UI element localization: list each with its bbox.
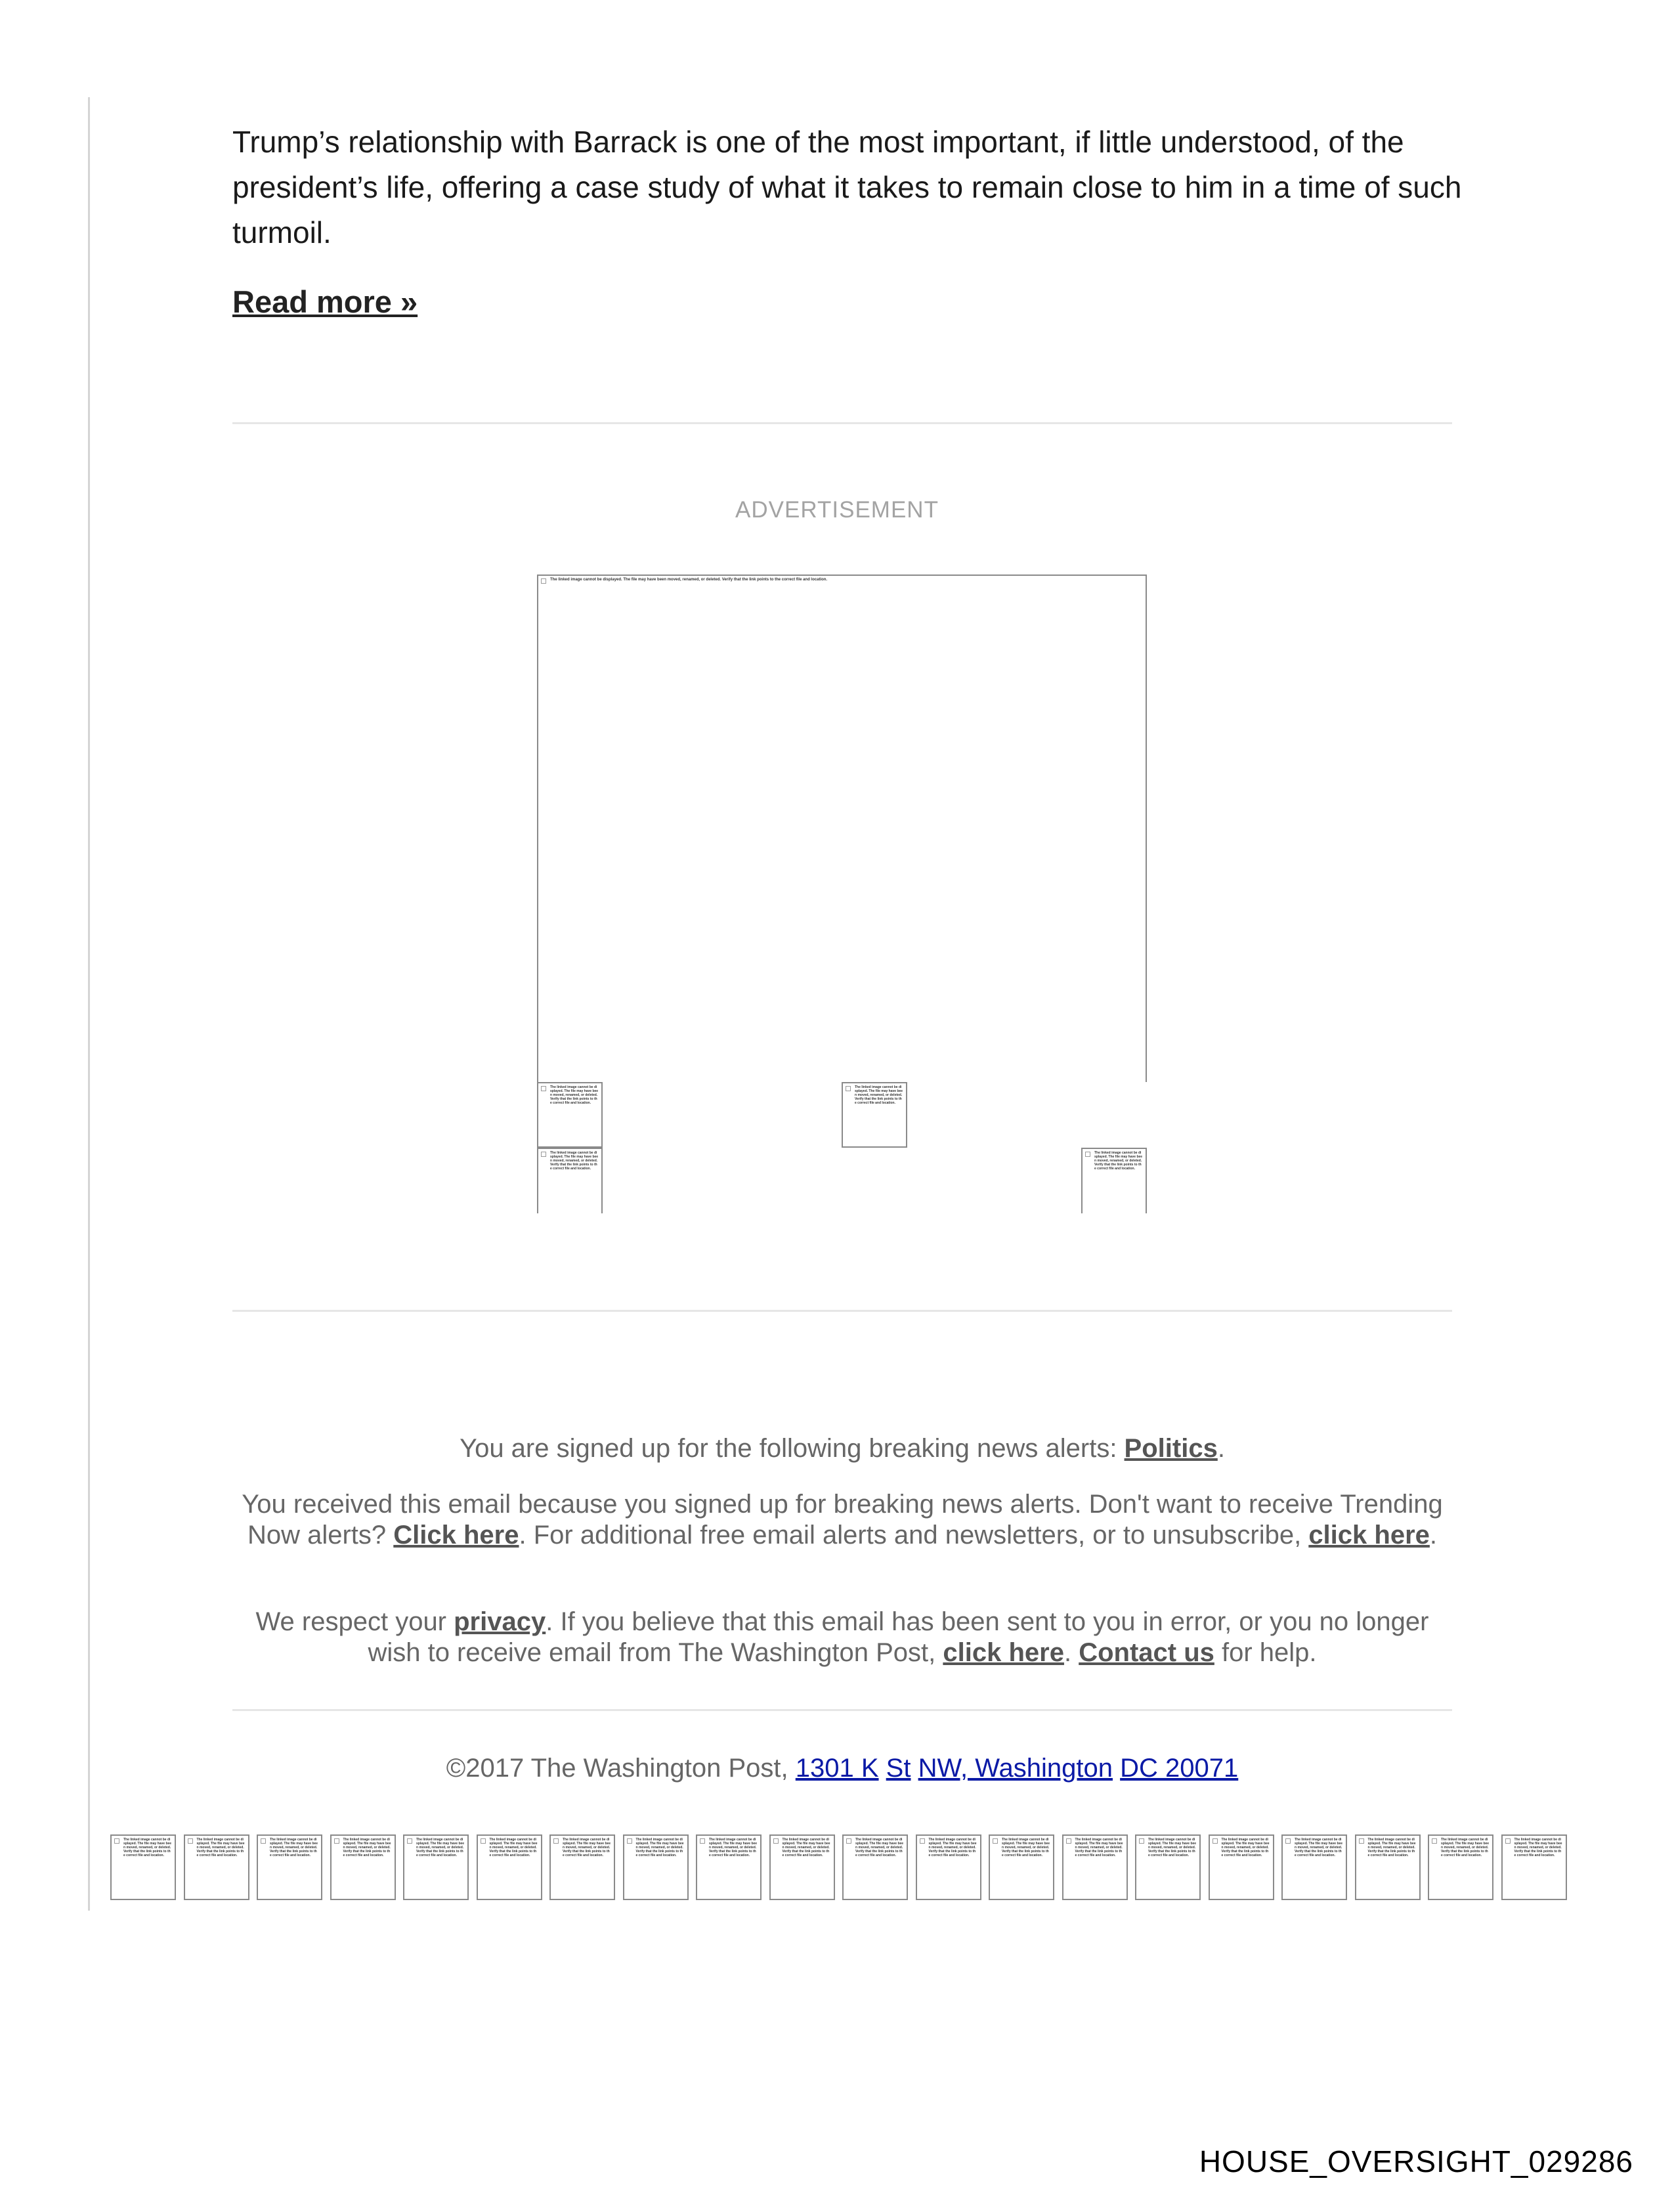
tracking-pixel-image <box>1062 1834 1128 1900</box>
broken-image-alt-text: The linked image cannot be displayed. The file may have been moved, renamed, or deleted. Verify that the link points to the correct file and location. <box>270 1838 318 1857</box>
broken-image-alt-text: The linked image cannot be displayed. The file may have been moved, renamed, or deleted. Verify that the link points to the correct file and location. <box>123 1838 172 1857</box>
address-link-2[interactable]: St <box>886 1754 911 1783</box>
broken-image-icon <box>553 1838 559 1844</box>
broken-image-alt-text: The linked image cannot be displayed. The file may have been moved, renamed, or deleted. Verify that the link points to the correct file and location. <box>928 1838 977 1857</box>
broken-image-icon <box>1085 1152 1090 1157</box>
tracking-pixel-image <box>1428 1834 1493 1900</box>
broken-image-alt-text: The linked image cannot be displayed. The file may have been moved, renamed, or deleted. Verify that the link points to the correct file and location. <box>1295 1838 1343 1857</box>
tracking-pixel-image <box>549 1834 615 1900</box>
tracking-pixel-image <box>1501 1834 1567 1900</box>
broken-image-alt-text: The linked image cannot be displayed. The file may have been moved, renamed, or deleted. Verify that the link points to the correct file and location. <box>1075 1838 1123 1857</box>
broken-image-icon <box>541 1152 546 1157</box>
tracking-pixel-image <box>1209 1834 1274 1900</box>
broken-image-icon <box>1285 1838 1291 1844</box>
broken-image-alt-text: The linked image cannot be displayed. The file may have been moved, renamed, or deleted. Verify that the link points to the correct file and location. <box>855 1838 904 1857</box>
broken-image-alt-text: The linked image cannot be displayed. The file may have been moved, renamed, or deleted. Verify that the link points to the correct file and location. <box>196 1838 245 1857</box>
broken-image-alt-text: The linked image cannot be displayed. The file may have been moved, renamed, or deleted. Verify that the link points to the correct file and location. <box>550 1085 599 1105</box>
left-margin-rule <box>88 97 90 1911</box>
article-paragraph: Trump’s relationship with Barrack is one of the most important, if little understood, of the president’s life, offering a case study of what it takes to remain close to him in a time of such turmoil. <box>232 125 1462 249</box>
address-link-1[interactable]: 1301 K <box>795 1754 879 1783</box>
broken-image-icon <box>1432 1838 1437 1844</box>
tracking-pixel-image <box>623 1834 689 1900</box>
broken-image-alt-text: The linked image cannot be displayed. The file may have been moved, renamed, or deleted. Verify that the link points to the correct file and location. <box>1441 1838 1490 1857</box>
broken-image-icon <box>541 578 546 584</box>
advertisement-label: ADVERTISEMENT <box>735 497 939 523</box>
broken-image-icon <box>1359 1838 1364 1844</box>
broken-image-icon <box>114 1838 119 1844</box>
unsubscribe-click-here-link[interactable]: click here <box>1308 1521 1430 1550</box>
broken-image-icon <box>846 1838 851 1844</box>
broken-image-alt-text: The linked image cannot be displayed. The file may have been moved, renamed, or deleted. Verify that the link points to the correct file and location. <box>343 1838 391 1857</box>
broken-image-icon <box>920 1838 925 1844</box>
received-text: . For additional free email alerts and newsletters, or to unsubscribe, <box>519 1521 1309 1550</box>
broken-image-alt-text: The linked image cannot be displayed. The file may have been moved, renamed, or deleted. Verify that the link points to the correct file and location. <box>1514 1838 1562 1857</box>
copyright-line <box>232 1753 1452 1784</box>
tracking-pixel-image <box>842 1834 908 1900</box>
broken-image-alt-text: The linked image cannot be displayed. The file may have been moved, renamed, or deleted. Verify that the link points to the correct file and location. <box>416 1838 465 1857</box>
broken-image-icon <box>1139 1838 1144 1844</box>
broken-image-alt-text: The linked image cannot be displayed. The file may have been moved, renamed, or deleted. Verify that the link points to the correct file and location. <box>489 1838 538 1857</box>
tracking-pixel-image <box>1355 1834 1421 1900</box>
broken-image-icon <box>1505 1838 1511 1844</box>
alerts-notice <box>232 1433 1452 1464</box>
broken-image-alt-text: The linked image cannot be displayed. The file may have been moved, renamed, or deleted. Verify that the link points to the correct file and location. <box>1221 1838 1270 1857</box>
privacy-text-end: for help. <box>1214 1638 1317 1667</box>
tracking-pixel-image <box>989 1834 1054 1900</box>
tracking-pixel-image <box>477 1834 542 1900</box>
privacy-link[interactable]: privacy <box>454 1607 546 1636</box>
broken-image-icon <box>993 1838 998 1844</box>
divider-top <box>232 422 1452 424</box>
broken-image-alt-text: The linked image cannot be displayed. The file may have been moved, renamed, or deleted. Verify that the link points to the correct file and location. <box>709 1838 758 1857</box>
broken-image-icon <box>1213 1838 1218 1844</box>
ad-thumbnail-image[interactable] <box>1081 1148 1147 1213</box>
ad-thumbnail-image[interactable] <box>537 1148 603 1213</box>
received-text-end: . <box>1429 1521 1438 1550</box>
broken-image-icon <box>700 1838 705 1844</box>
divider-bottom <box>232 1709 1452 1711</box>
broken-image-icon <box>846 1086 851 1091</box>
tracking-pixel-image <box>257 1834 322 1900</box>
ad-thumbnail-image[interactable] <box>537 1082 603 1148</box>
broken-image-icon <box>407 1838 412 1844</box>
privacy-text: . If you believe that this email has been sent to you in error, or you no longer wish to receive email from The Washington Post, <box>368 1607 1429 1667</box>
ad-main-image[interactable] <box>537 575 1147 1082</box>
tracking-pixel-image <box>769 1834 835 1900</box>
broken-image-alt-text: The linked image cannot be displayed. The file may have been moved, renamed, or deleted. Verify that the link points to the correct file and location. <box>1148 1838 1197 1857</box>
tracking-pixel-image <box>184 1834 249 1900</box>
received-notice <box>232 1489 1452 1551</box>
broken-image-alt-text: The linked image cannot be displayed. The file may have been moved, renamed, or deleted. Verify that the link points to the correct file and location. <box>1367 1838 1416 1857</box>
tracking-pixel-image <box>1281 1834 1347 1900</box>
contact-us-link[interactable]: Contact us <box>1079 1638 1214 1667</box>
broken-image-icon <box>334 1838 339 1844</box>
tracking-pixel-image <box>916 1834 981 1900</box>
broken-image-alt-text: The linked image cannot be displayed. The file may have been moved, renamed, or deleted. Verify that the link points to the correct file and location. <box>550 1151 599 1171</box>
divider-middle <box>232 1310 1452 1312</box>
broken-image-icon <box>541 1086 546 1091</box>
broken-image-icon <box>773 1838 779 1844</box>
bates-number: HOUSE_OVERSIGHT_029286 <box>1199 2144 1633 2179</box>
broken-image-icon <box>1066 1838 1071 1844</box>
ad-thumbnail-image[interactable] <box>842 1082 907 1148</box>
privacy-notice <box>232 1607 1452 1668</box>
tracking-pixel-image <box>330 1834 396 1900</box>
broken-image-icon <box>627 1838 632 1844</box>
broken-image-alt-text: The linked image cannot be displayed. The file may have been moved, renamed, or deleted. Verify that the link points to the correct file and location. <box>635 1838 684 1857</box>
tracking-pixel-image <box>110 1834 176 1900</box>
broken-image-alt-text: The linked image cannot be displayed. The file may have been moved, renamed, or deleted. Verify that the link points to the correct file and location. <box>550 578 828 582</box>
broken-image-alt-text: The linked image cannot be displayed. The file may have been moved, renamed, or deleted. Verify that the link points to the correct file and location. <box>1094 1151 1143 1171</box>
politics-link[interactable]: Politics <box>1124 1434 1218 1463</box>
trending-click-here-link[interactable]: Click here <box>393 1521 519 1550</box>
broken-image-alt-text: The linked image cannot be displayed. The file may have been moved, renamed, or deleted. Verify that the link points to the correct file and location. <box>563 1838 611 1857</box>
privacy-text: . <box>1063 1638 1079 1667</box>
tracking-pixel-image <box>403 1834 469 1900</box>
broken-image-alt-text: The linked image cannot be displayed. The file may have been moved, renamed, or deleted. Verify that the link points to the correct file and location. <box>1002 1838 1050 1857</box>
address-link-3[interactable]: NW, Washington <box>918 1754 1113 1783</box>
alerts-text: You are signed up for the following breaking news alerts: <box>460 1434 1125 1463</box>
broken-image-alt-text: The linked image cannot be displayed. The file may have been moved, renamed, or deleted. Verify that the link points to the correct file and location. <box>855 1085 903 1105</box>
address-link-4[interactable]: DC 20071 <box>1120 1754 1239 1783</box>
broken-image-alt-text: The linked image cannot be displayed. The file may have been moved, renamed, or deleted. Verify that the link points to the correct file and location. <box>782 1838 830 1857</box>
tracking-pixel-image <box>1135 1834 1201 1900</box>
alerts-text-end: . <box>1217 1434 1225 1463</box>
broken-image-icon <box>481 1838 486 1844</box>
broken-image-icon <box>261 1838 266 1844</box>
read-more-link[interactable]: Read more » <box>232 284 418 319</box>
tracking-pixel-image <box>696 1834 762 1900</box>
received-text: You received this email because you signed up for breaking news alerts. Don't want to receive Trending Now alerts? <box>242 1490 1443 1550</box>
broken-image-icon <box>188 1838 193 1844</box>
copyright-text: ©2017 The Washington Post, <box>446 1754 796 1783</box>
error-click-here-link[interactable]: click here <box>943 1638 1064 1667</box>
privacy-text: We respect your <box>255 1607 454 1636</box>
